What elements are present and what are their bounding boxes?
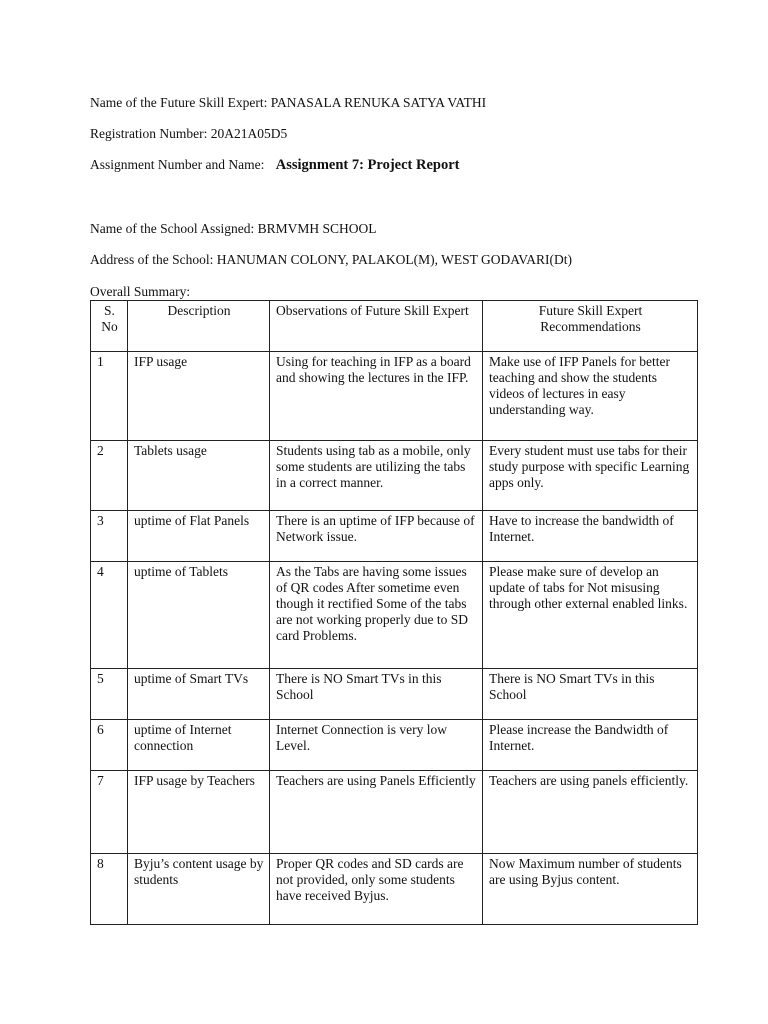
- header-sno: S. No: [91, 301, 128, 352]
- cell-description: uptime of Flat Panels: [128, 511, 270, 562]
- registration-number: 20A21A05D5: [210, 126, 288, 141]
- table-header-row: [91, 301, 698, 352]
- summary-table: [90, 300, 698, 925]
- cell-description: IFP usage: [128, 352, 270, 441]
- header-description: Description: [128, 301, 270, 352]
- expert-label: Name of the Future Skill Expert:: [90, 95, 268, 110]
- cell-recommendation: Make use of IFP Panels for better teaching and show the students videos of lectures in easy understanding way.: [483, 352, 698, 441]
- table-row: [91, 352, 698, 441]
- cell-recommendation: There is NO Smart TVs in this School: [483, 669, 698, 720]
- cell-recommendation: Now Maximum number of students are using Byjus content.: [483, 854, 698, 925]
- cell-sno: 5: [91, 669, 128, 720]
- expert-name: PANASALA RENUKA SATYA VATHI: [270, 95, 487, 110]
- cell-observation: There is an uptime of IFP because of Network issue.: [270, 511, 483, 562]
- table-row: [91, 854, 698, 925]
- header-observations: Observations of Future Skill Expert: [270, 301, 483, 352]
- cell-description: uptime of Internet connection: [128, 720, 270, 771]
- table-row: [91, 511, 698, 562]
- address-value: HANUMAN COLONY, PALAKOL(M), WEST GODAVARI(Dt): [216, 252, 573, 267]
- cell-sno: 4: [91, 562, 128, 669]
- cell-observation: Students using tab as a mobile, only some students are utilizing the tabs in a correct manner.: [270, 441, 483, 511]
- cell-sno: 1: [91, 352, 128, 441]
- school-label: Name of the School Assigned:: [90, 221, 255, 236]
- address-label: Address of the School:: [90, 252, 214, 267]
- cell-observation: There is NO Smart TVs in this School: [270, 669, 483, 720]
- cell-description: Tablets usage: [128, 441, 270, 511]
- cell-recommendation: Every student must use tabs for their study purpose with specific Learning apps only.: [483, 441, 698, 511]
- header-recommendations: Future Skill Expert Recommendations: [483, 301, 698, 352]
- table-row: [91, 562, 698, 669]
- cell-observation: Internet Connection is very low Level.: [270, 720, 483, 771]
- cell-sno: 7: [91, 771, 128, 854]
- assignment-name: Assignment 7: Project Report: [275, 157, 460, 173]
- cell-description: IFP usage by Teachers: [128, 771, 270, 854]
- summary-label: Overall Summary:: [90, 284, 191, 299]
- cell-observation: Proper QR codes and SD cards are not provided, only some students have received Byjus.: [270, 854, 483, 925]
- registration-line: [90, 126, 287, 142]
- school-line: [90, 221, 377, 237]
- cell-recommendation: Have to increase the bandwidth of Internet.: [483, 511, 698, 562]
- table-row: [91, 441, 698, 511]
- cell-recommendation: Please make sure of develop an update of tabs for Not misusing through other external enabled links.: [483, 562, 698, 669]
- cell-sno: 8: [91, 854, 128, 925]
- table-row: [91, 771, 698, 854]
- cell-description: uptime of Smart TVs: [128, 669, 270, 720]
- cell-observation: Using for teaching in IFP as a board and showing the lectures in the IFP.: [270, 352, 483, 441]
- cell-recommendation: Please increase the Bandwidth of Internet.: [483, 720, 698, 771]
- cell-description: Byju’s content usage by students: [128, 854, 270, 925]
- assignment-label: Assignment Number and Name:: [90, 157, 265, 172]
- cell-observation: Teachers are using Panels Efficiently: [270, 771, 483, 854]
- assignment-line: [90, 157, 459, 173]
- address-line: [90, 252, 572, 268]
- cell-sno: 6: [91, 720, 128, 771]
- cell-sno: 2: [91, 441, 128, 511]
- school-name: BRMVMH SCHOOL: [257, 221, 377, 236]
- table-row: [91, 669, 698, 720]
- cell-description: uptime of Tablets: [128, 562, 270, 669]
- registration-label: Registration Number:: [90, 126, 208, 141]
- cell-sno: 3: [91, 511, 128, 562]
- cell-recommendation: Teachers are using panels efficiently.: [483, 771, 698, 854]
- cell-observation: As the Tabs are having some issues of QR codes After sometime even though it rectified Some of the tabs are not working properly due to SD card Problems.: [270, 562, 483, 669]
- table-row: [91, 720, 698, 771]
- expert-name-line: [90, 95, 486, 111]
